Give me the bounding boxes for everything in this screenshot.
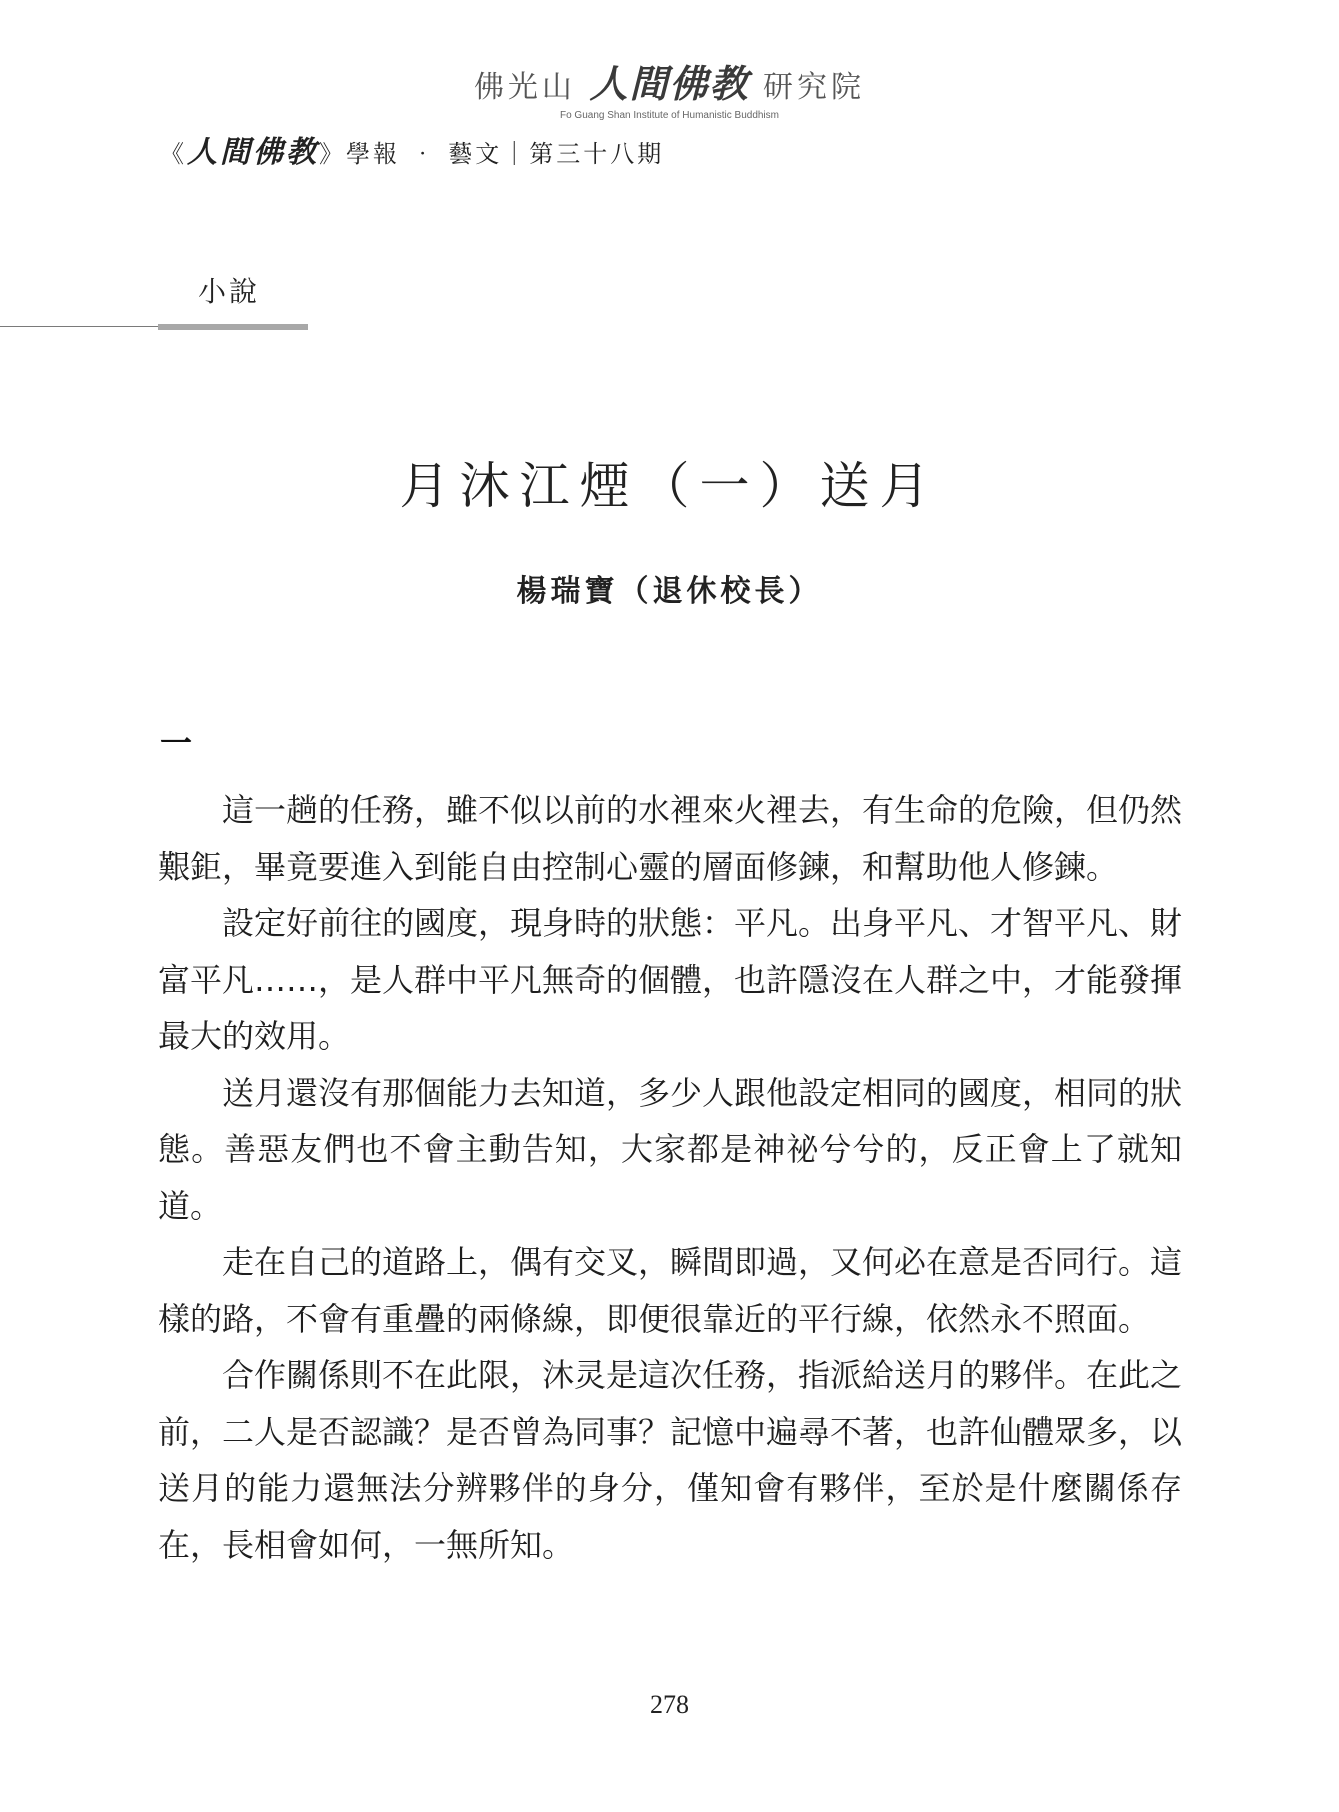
paragraph: 設定好前往的國度，現身時的狀態：平凡。出身平凡、才智平凡、財富平凡……，是人群中平凡無奇的個體，也許隱沒在人群之中，才能發揮最大的效用。 [158, 904, 1183, 1055]
institute-name [0, 61, 1339, 108]
article-title: 月沐江煙（一）送月 [399, 457, 940, 515]
journal-brand: 人間佛教 [187, 135, 319, 170]
journal-running-header [160, 136, 664, 171]
section-divider-accent [158, 324, 308, 330]
journal-open-bracket: 《 [160, 140, 187, 168]
paragraph: 合作關係則不在此限，沐灵是這次任務，指派給送月的夥伴。在此之前，二人是否認識？是否曾為同事？記憶中遍尋不著，也許仙體眾多，以送月的能力還無法分辨夥伴的身分，僅知會有夥伴，至於是什麼關係存在，長相會如何，一無所知。 [158, 1356, 1183, 1564]
institute-brand: 人間佛教 [589, 61, 750, 106]
journal-issue-info: 》學報 ‧ 藝文｜第三十八期 [319, 140, 665, 168]
institute-logo [0, 61, 1339, 121]
article-body [158, 782, 1182, 1573]
institute-suffix: 研究院 [763, 70, 866, 105]
paragraph: 走在自己的道路上，偶有交叉，瞬間即過，又何必在意是否同行。這樣的路，不會有重疊的兩條線，即便很靠近的平行線，依然永不照面。 [158, 1243, 1183, 1338]
part-number: 一 [160, 724, 193, 762]
institute-prefix: 佛光山 [473, 70, 576, 105]
article-author: 楊瑞寶（退休校長） [516, 574, 823, 609]
paragraph: 這一趟的任務，雖不似以前的水裡來火裡去，有生命的危險，但仍然艱鉅，畢竟要進入到能自由控制心靈的層面修鍊，和幫助他人修鍊。 [158, 791, 1183, 886]
paragraph: 送月還沒有那個能力去知道，多少人跟他設定相同的國度，相同的狀態。善惡友們也不會主動告知，大家都是神祕兮兮的，反正會上了就知道。 [158, 1073, 1183, 1225]
section-label: 小說 [198, 275, 261, 308]
page-number: 278 [650, 1690, 689, 1719]
institute-english-name: Fo Guang Shan Institute of Humanistic Buddhism [559, 110, 779, 121]
